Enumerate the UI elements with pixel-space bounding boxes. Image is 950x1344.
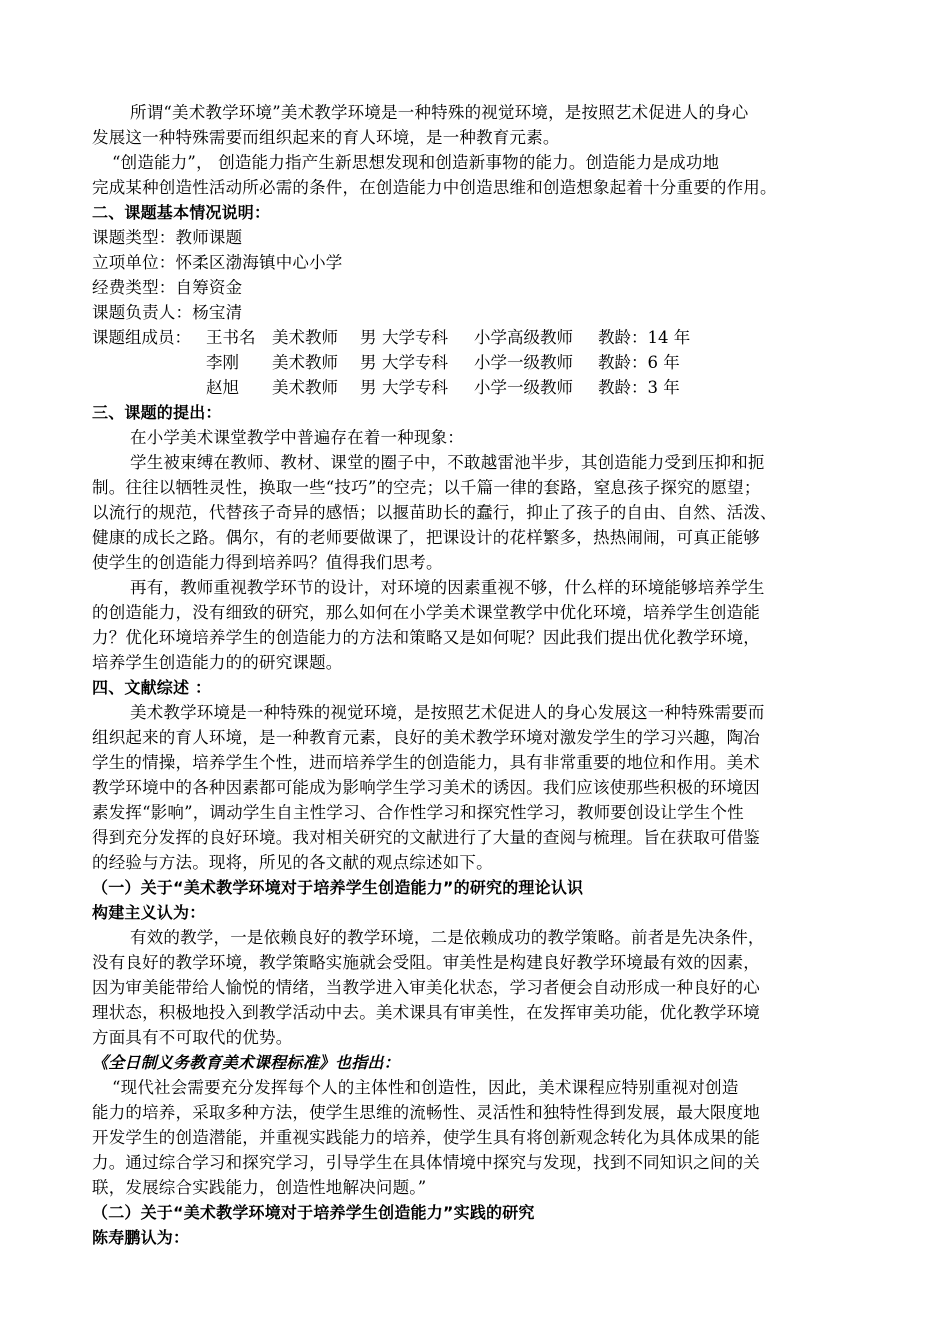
project-unit: 立项单位：怀柔区渤海镇中心小学 (92, 253, 343, 272)
section-4-line: 的经验与方法。现将，所见的各文献的观点综述如下。 (92, 853, 493, 872)
curriculum-standard-heading: 《全日制义务教育美术课程标准》也指出： (92, 1053, 400, 1072)
section-4-line: 学生的情操，培养学生个性，进而培养学生的创造能力，具有非常重要的地位和作用。美术 (92, 753, 760, 772)
member-title: 小学一级教师 (474, 378, 573, 397)
section-2-heading: 二、课题基本情况说明： (92, 203, 271, 222)
intro-paragraph-1-line-1: 所谓“美术教学环境”美术教学环境是一种特殊的视觉环境，是按照艺术促进人的身心 (130, 103, 749, 122)
member-row-1 (92, 326, 690, 350)
section-3-heading: 三、课题的提出： (92, 403, 222, 422)
project-type: 课题类型：教师课题 (92, 228, 243, 247)
member-row-3 (92, 376, 680, 400)
section-3-line: 在小学美术课堂教学中普遍存在着一种现象： (130, 428, 464, 447)
funding-type: 经费类型：自筹资金 (92, 278, 243, 297)
constructivism-line: 没有良好的教学环境，教学策略实施就会受阻。审美性是构建良好教学环境最有效的因素， (92, 953, 760, 972)
member-sex: 男 (360, 353, 377, 372)
chen-shoupeng-heading: 陈寿鹏认为： (92, 1228, 190, 1247)
subsection-2-heading: （二）关于“美术教学环境对于培养学生创造能力”实践的研究 (92, 1203, 535, 1222)
section-3-line: 以流行的规范，代替孩子奇异的感悟；以揠苗助长的蠢行，抑止了孩子的自由、自然、活泼、 (92, 503, 777, 522)
section-3-line: 的创造能力，没有细致的研究，那么如何在小学美术课堂教学中优化环境，培养学生创造能 (92, 603, 760, 622)
section-4-line: 美术教学环境是一种特殊的视觉环境，是按照艺术促进人的身心发展这一种特殊需要而 (130, 703, 765, 722)
constructivism-line: 方面具有不可取代的优势。 (92, 1028, 293, 1047)
section-4-line: 素发挥“影响”，调动学生自主性学习、合作性学习和探究性学习，教师要创设让学生个性 (92, 803, 744, 822)
section-4-line: 教学环境中的各种因素都可能成为影响学生学习美术的诱因。我们应该使那些积极的环境因 (92, 778, 760, 797)
member-teaching-age: 教龄：3 年 (598, 378, 680, 397)
standard-quote-line: 开发学生的创造潜能，并重视实践能力的培养，使学生具有将创新观念转化为具体成果的能 (92, 1128, 760, 1147)
standard-quote-line: 力。通过综合学习和探究学习，引导学生在具体情境中探究与发现，找到不同知识之间的关 (92, 1153, 760, 1172)
member-row-2 (92, 351, 680, 375)
member-role: 美术教师 (272, 328, 338, 347)
section-3-line: 力？优化环境培养学生的创造能力的方法和策略又是如何呢？因此我们提出优化教学环境， (92, 628, 760, 647)
member-name: 赵旭 (206, 378, 239, 397)
member-education: 大学专科 (382, 328, 448, 347)
member-title: 小学一级教师 (474, 353, 573, 372)
intro-paragraph-2-line-1: “创造能力”， 创造能力指产生新思想发现和创造新事物的能力。创造能力是成功地 (112, 153, 720, 172)
section-3-line: 培养学生创造能力的的研究课题。 (92, 653, 343, 672)
section-3-line: 健康的成长之路。偶尔，有的老师要做课了，把课设计的花样繁多，热热闹闹，可真正能够 (92, 528, 760, 547)
constructivism-line: 因为审美能带给人愉悦的情绪，当教学进入审美化状态，学习者便会自动形成一种良好的心 (92, 978, 760, 997)
section-3-line: 学生被束缚在教师、教材、课堂的圈子中，不敢越雷池半步，其创造能力受到压抑和扼 (130, 453, 765, 472)
member-education: 大学专科 (382, 353, 448, 372)
section-4-heading: 四、文献综述 ： (92, 678, 212, 697)
standard-quote-line: 能力的培养，采取多种方法，使学生思维的流畅性、灵活性和独特性得到发展，最大限度地 (92, 1103, 760, 1122)
intro-paragraph-2-line-2: 完成某种创造性活动所必需的条件，在创造能力中创造思维和创造想象起着十分重要的作用。 (92, 178, 777, 197)
section-4-line: 组织起来的育人环境，是一种教育元素，良好的美术教学环境对激发学生的学习兴趣，陶冶 (92, 728, 760, 747)
section-3-line: 使学生的创造能力得到培养吗？值得我们思考。 (92, 553, 443, 572)
member-sex: 男 (360, 328, 377, 347)
member-role: 美术教师 (272, 353, 338, 372)
members-label: 课题组成员： (92, 328, 191, 347)
member-name: 王书名 (206, 328, 256, 347)
constructivism-line: 有效的教学，一是依赖良好的教学环境，二是依赖成功的教学策略。前者是先决条件， (130, 928, 765, 947)
standard-quote-line: 联，发展综合实践能力，创造性地解决问题。” (92, 1178, 427, 1197)
member-sex: 男 (360, 378, 377, 397)
member-teaching-age: 教龄：14 年 (598, 328, 691, 347)
constructivism-line: 理状态，积极地投入到教学活动中去。美术课具有审美性，在发挥审美功能，优化教学环境 (92, 1003, 760, 1022)
member-teaching-age: 教龄：6 年 (598, 353, 680, 372)
project-leader: 课题负责人：杨宝清 (92, 303, 243, 322)
section-4-line: 得到充分发挥的良好环境。我对相关研究的文献进行了大量的查阅与梳理。旨在获取可借鉴 (92, 828, 760, 847)
section-3-line: 制。往往以牺牲灵性，换取一些“技巧”的空壳；以千篇一律的套路，窒息孩子探究的愿望； (92, 478, 761, 497)
member-name: 李刚 (206, 353, 239, 372)
constructivism-heading: 构建主义认为： (92, 903, 206, 922)
section-3-line: 再有，教师重视教学环节的设计，对环境的因素重视不够，什么样的环境能够培养学生 (130, 578, 765, 597)
member-title: 小学高级教师 (474, 328, 573, 347)
member-role: 美术教师 (272, 378, 338, 397)
standard-quote-line: “现代社会需要充分发挥每个人的主体性和创造性，因此，美术课程应特别重视对创造 (112, 1078, 739, 1097)
subsection-1-heading: （一）关于“美术教学环境对于培养学生创造能力”的研究的理论认识 (92, 878, 584, 897)
intro-paragraph-1-line-2: 发展这一种特殊需要而组织起来的育人环境，是一种教育元素。 (92, 128, 560, 147)
member-education: 大学专科 (382, 378, 448, 397)
